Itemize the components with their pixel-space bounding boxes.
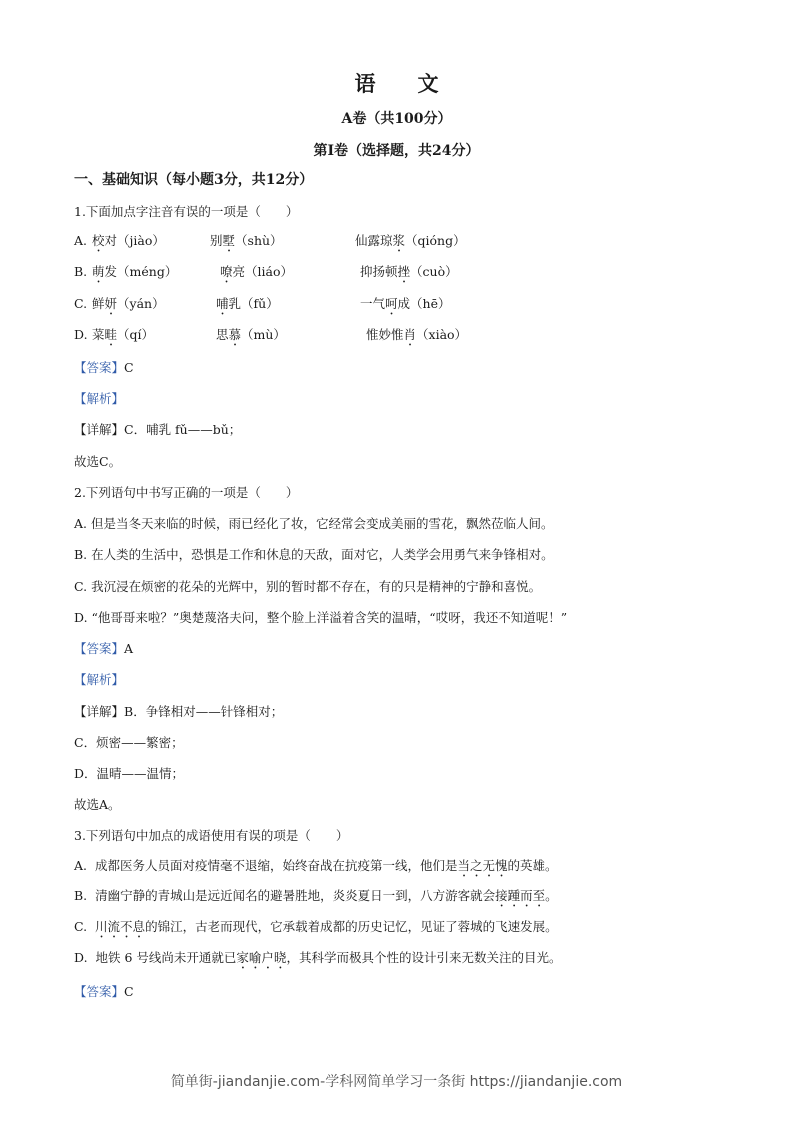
- q3-stem: 3.下列语句中加点的成语使用有误的项是（ ）: [74, 828, 349, 843]
- q2-conclusion: 故选A。: [74, 797, 121, 812]
- q3-option-a: A. 成都医务人员面对疫情毫不退缩，始终奋战在抗疫第一线，他们是当之无愧的英雄。: [74, 858, 558, 873]
- q2-option-a: A. 但是当冬天来临的时候，雨已经化了妆，它经常会变成美丽的雪花，飘然莅临人间。: [74, 516, 554, 531]
- q1-option-item: 惟妙惟肖（xiào）: [366, 327, 468, 342]
- q2-option-b: B. 在人类的生活中，恐惧是工作和休息的天敌，面对它，人类学会用勇气来争锋相对。: [74, 547, 554, 562]
- q1-option-item: 哺乳（fǔ）: [216, 296, 279, 311]
- q2-option-d: D. “他哥哥来啦？”奥楚蔑洛夫问，整个脸上洋溢着含笑的温晴，“哎呀，我还不知道呢！”: [74, 610, 568, 625]
- q2-detail-c: C．烦密——繁密；: [74, 735, 184, 750]
- q1-option-item: 一气呵成（hē）: [360, 296, 451, 311]
- q1-detail: 【详解】C．哺乳 fǔ——bǔ；: [74, 422, 242, 437]
- q2-detail-b: 【详解】B．争锋相对——针锋相对；: [74, 704, 284, 719]
- answer-tag: 【答案】: [74, 641, 125, 656]
- q1-option-item: 萌发（méng）: [92, 264, 178, 279]
- q1-option-letter: A.: [74, 233, 88, 248]
- q1-answer: 【答案】C: [74, 360, 134, 375]
- q2-detail-d: D．温晴——温情；: [74, 766, 185, 781]
- q1-analysis-tag: 【解析】: [74, 391, 125, 406]
- q3-option-b: B. 清幽宁静的青城山是远近闻名的避暑胜地，炎炎夏日一到，八方游客就会接踵而至。: [74, 888, 558, 903]
- q1-option-item: 别墅（shù）: [210, 233, 283, 248]
- q1-option-item: 抑扬顿挫（cuò）: [360, 264, 458, 279]
- q1-option-item: 校对（jiào）: [92, 233, 165, 248]
- q1-option-letter: D.: [74, 327, 88, 342]
- q1-option-letter: B.: [74, 264, 88, 279]
- q1-option-item: 嘹亮（liáo）: [220, 264, 293, 279]
- q2-option-c: C. 我沉浸在烦密的花朵的光辉中，别的暂时都不存在，有的只是精神的宁静和喜悦。: [74, 579, 542, 594]
- q1-option-letter: C.: [74, 296, 88, 311]
- q1-option-item: 思慕（mù）: [216, 327, 286, 342]
- answer-tag: 【答案】: [74, 984, 125, 999]
- q2-analysis-tag: 【解析】: [74, 672, 125, 687]
- section-1-heading: 一、基础知识（每小题3分，共12分）: [74, 172, 314, 188]
- q1-stem: 1.下面加点字注音有误的一项是（ ）: [74, 204, 299, 219]
- part-1-heading: 第Ⅰ卷（选择题，共24分）: [313, 143, 480, 159]
- page-footer-watermark: 简单街-jiandanjie.com-学科网简单学习一条街 https://jiandanjie.com: [170, 1074, 623, 1090]
- q3-answer: 【答案】C: [74, 984, 134, 999]
- q1-conclusion: 故选C。: [74, 454, 122, 469]
- q1-option-item: 鲜妍（yán）: [92, 296, 165, 311]
- q3-option-d: D. 地铁 6 号线尚未开通就已家喻户晓，其科学而极具个性的设计引来无数关注的目光。: [74, 950, 562, 965]
- volume-a-heading: A卷（共100分）: [341, 111, 452, 127]
- answer-tag: 【答案】: [74, 360, 125, 375]
- q2-answer: 【答案】A: [74, 641, 134, 656]
- q1-option-item: 菜畦（qí）: [92, 327, 155, 342]
- document-title: 语 文: [354, 71, 439, 96]
- q1-option-item: 仙露琼浆（qióng）: [355, 233, 466, 248]
- q3-option-c: C. 川流不息的锦江，古老而现代，它承载着成都的历史记忆，见证了蓉城的飞速发展。: [74, 919, 558, 934]
- q2-stem: 2.下列语句中书写正确的一项是（ ）: [74, 485, 299, 500]
